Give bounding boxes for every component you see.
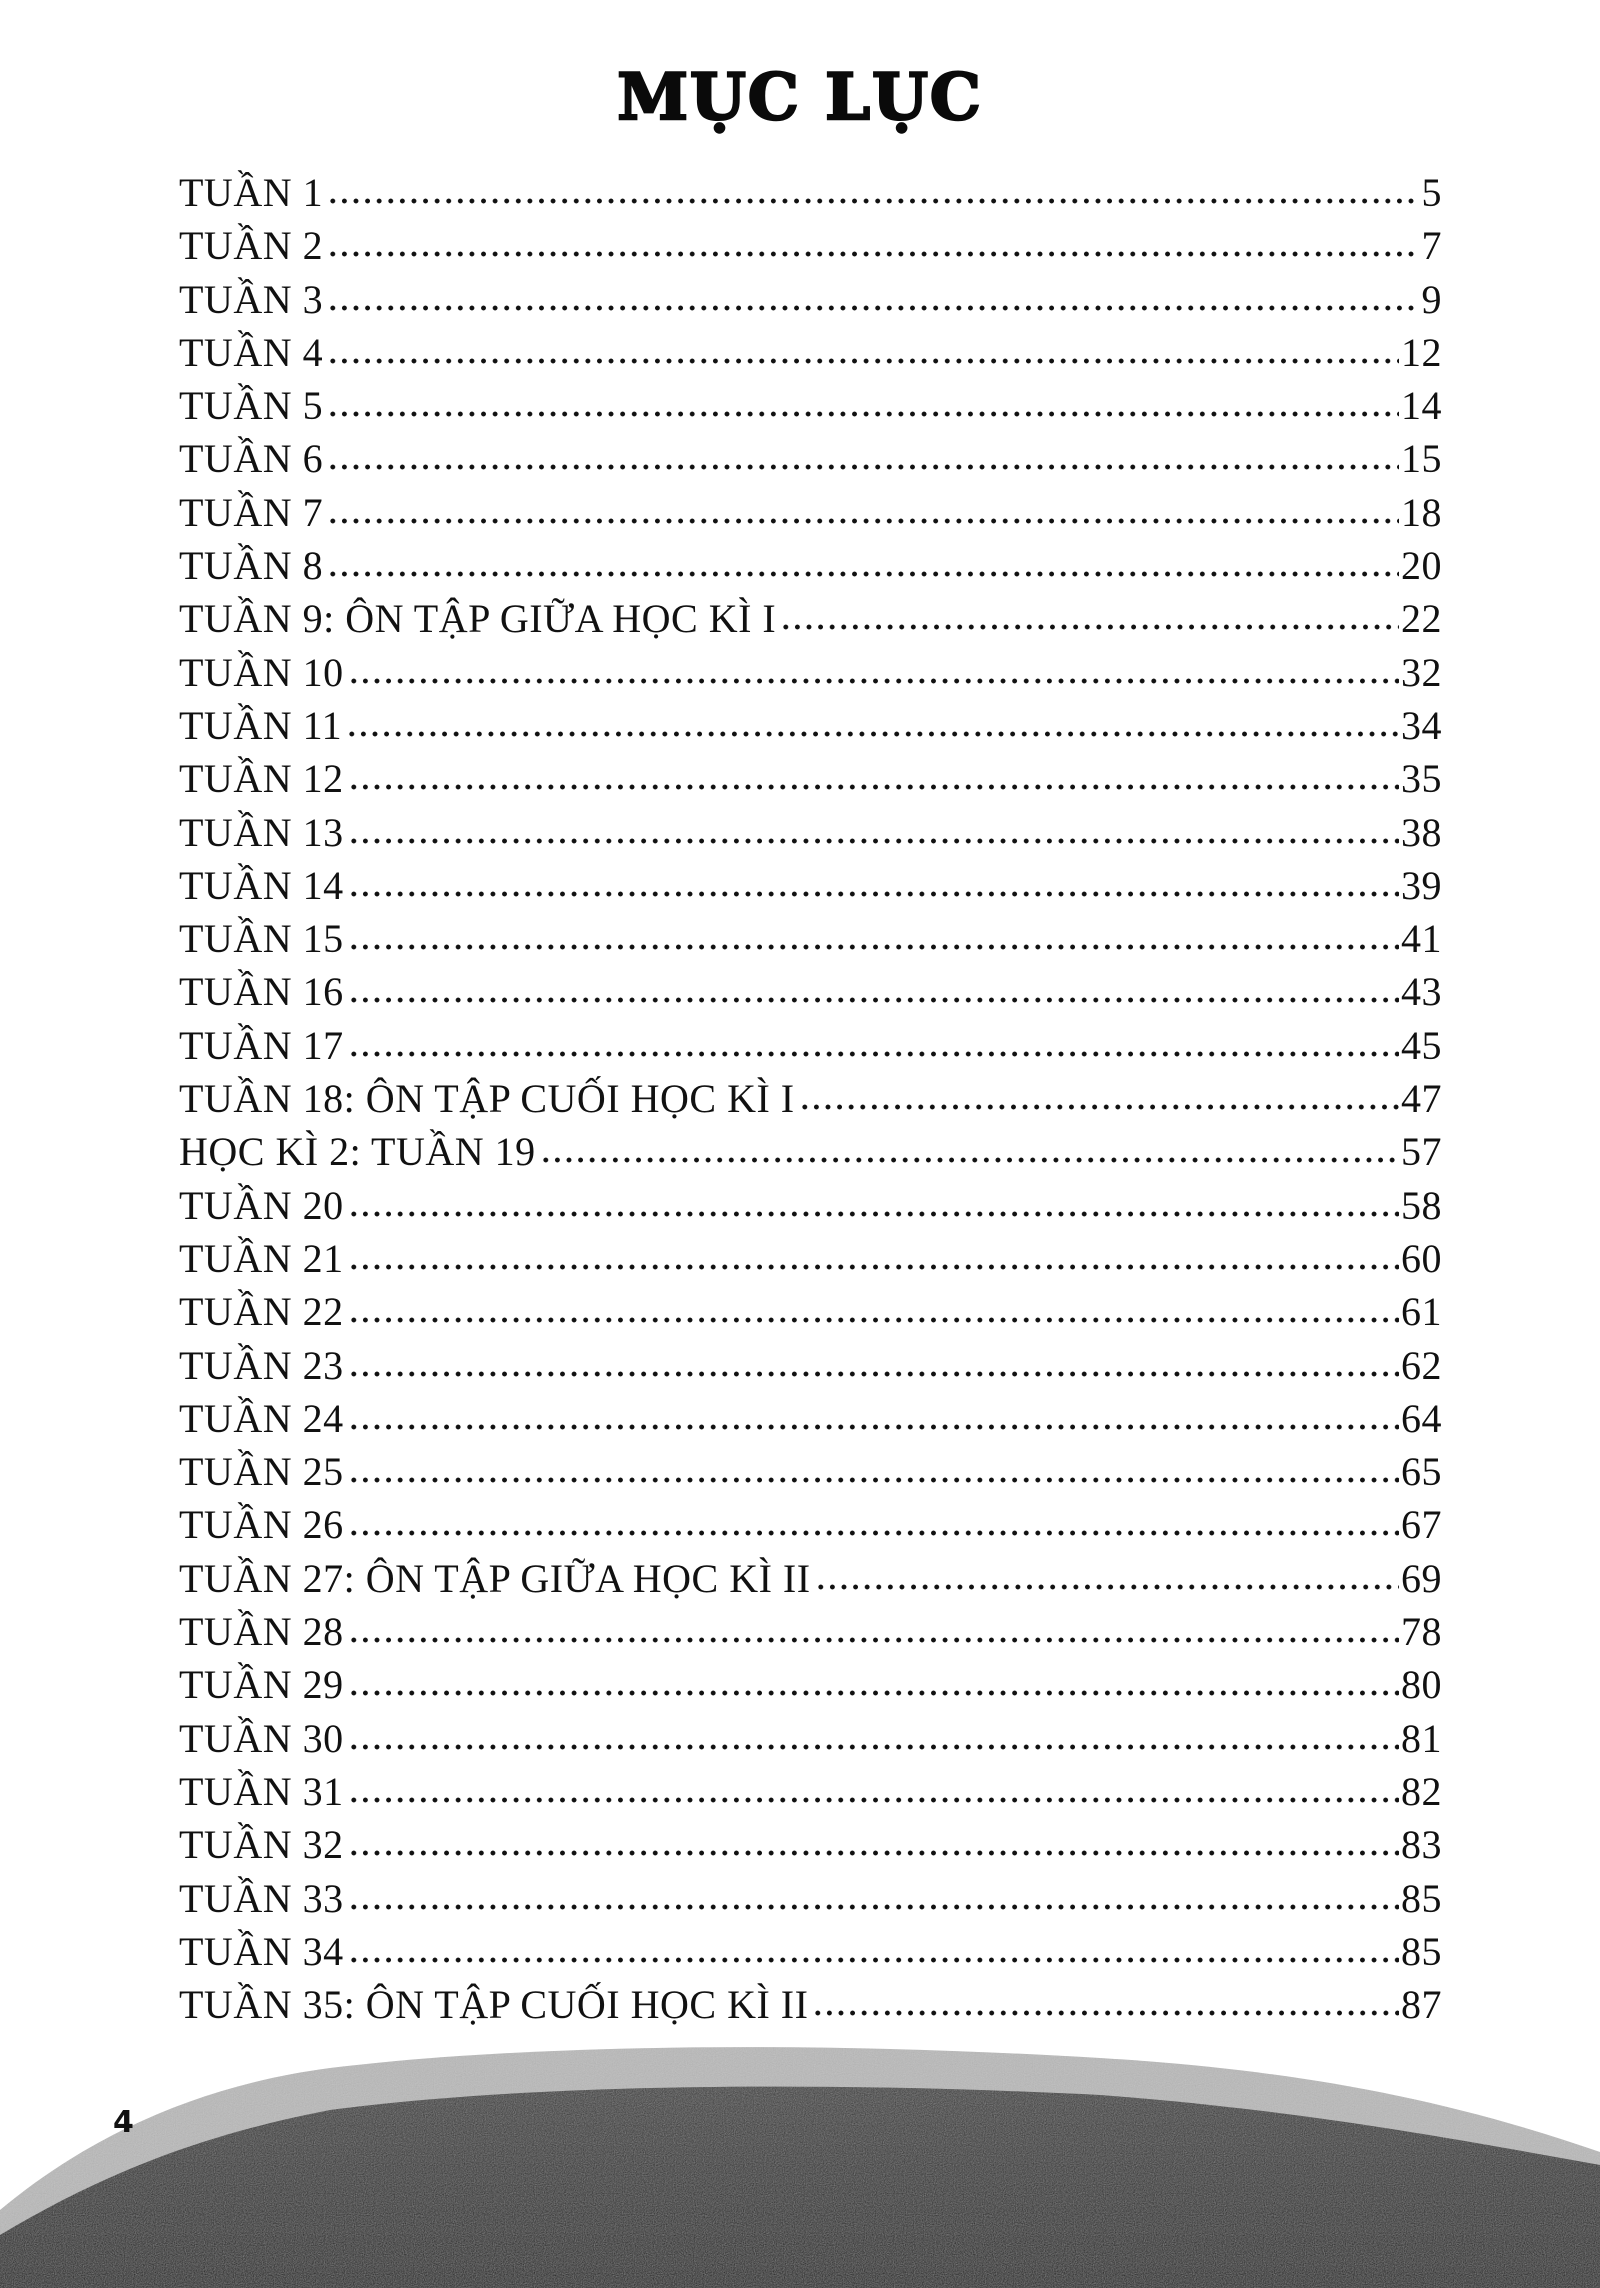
toc-entry[interactable] bbox=[179, 1072, 1442, 1125]
dot-leader bbox=[540, 1155, 1399, 1165]
toc-entry[interactable] bbox=[179, 806, 1442, 859]
toc-entry-page: 39 bbox=[1401, 862, 1442, 908]
toc-entry-label: TUẦN 5 bbox=[179, 383, 324, 429]
dot-leader bbox=[327, 196, 1419, 206]
toc-entry-page: 61 bbox=[1401, 1289, 1442, 1335]
toc-entry[interactable] bbox=[179, 1125, 1442, 1178]
toc-entry-label: TUẦN 35: ÔN TẬP CUỐI HỌC KÌ II bbox=[179, 1982, 809, 2028]
dot-leader bbox=[348, 1209, 1399, 1219]
toc-entry[interactable] bbox=[179, 1019, 1442, 1072]
toc-entry[interactable] bbox=[179, 859, 1442, 912]
dot-leader bbox=[348, 1262, 1399, 1272]
toc-entry-page: 47 bbox=[1401, 1076, 1442, 1122]
dot-leader bbox=[348, 1049, 1399, 1059]
toc-entry-page: 64 bbox=[1401, 1395, 1442, 1441]
toc-entry-label: TUẦN 9: ÔN TẬP GIỮA HỌC KÌ I bbox=[179, 596, 777, 642]
dot-leader bbox=[348, 1795, 1399, 1805]
dot-leader bbox=[348, 1369, 1399, 1379]
toc-entry-page: 5 bbox=[1421, 170, 1442, 215]
dot-leader bbox=[327, 462, 1399, 472]
toc-entry[interactable] bbox=[179, 1392, 1442, 1445]
toc-entry-label: TUẦN 22 bbox=[179, 1289, 344, 1335]
toc-entry[interactable] bbox=[179, 219, 1442, 272]
toc-entry[interactable] bbox=[179, 166, 1442, 219]
dot-leader bbox=[327, 516, 1399, 526]
toc-entry-label: TUẦN 2 bbox=[179, 223, 324, 269]
toc-entry-label: TUẦN 31 bbox=[179, 1768, 344, 1814]
toc-entry-label: TUẦN 17 bbox=[179, 1022, 344, 1068]
toc-entry[interactable] bbox=[179, 1445, 1442, 1498]
toc-entry-page: 32 bbox=[1401, 649, 1442, 695]
toc-entry-page: 58 bbox=[1401, 1182, 1442, 1228]
dot-leader bbox=[799, 1102, 1399, 1112]
toc-entry-label: TUẦN 28 bbox=[179, 1609, 344, 1655]
table-of-contents bbox=[179, 166, 1442, 2031]
dot-leader bbox=[327, 409, 1399, 419]
toc-entry[interactable] bbox=[179, 1712, 1442, 1765]
toc-entry-label: TUẦN 32 bbox=[179, 1822, 344, 1868]
toc-entry-label: TUẦN 14 bbox=[179, 862, 344, 908]
toc-entry-label: TUẦN 3 bbox=[179, 276, 324, 322]
toc-entry[interactable] bbox=[179, 1925, 1442, 1978]
toc-entry-label: TUẦN 7 bbox=[179, 489, 324, 535]
toc-entry-page: 85 bbox=[1401, 1928, 1442, 1974]
dot-leader bbox=[348, 889, 1399, 899]
toc-entry[interactable] bbox=[179, 699, 1442, 752]
toc-entry-label: HỌC KÌ 2: TUẦN 19 bbox=[179, 1129, 536, 1175]
toc-entry-label: TUẦN 11 bbox=[179, 702, 343, 748]
toc-entry-page: 18 bbox=[1401, 489, 1442, 535]
toc-entry-page: 14 bbox=[1401, 383, 1442, 429]
toc-entry-page: 78 bbox=[1401, 1609, 1442, 1655]
toc-entry[interactable] bbox=[179, 273, 1442, 326]
toc-entry-label: TUẦN 13 bbox=[179, 809, 344, 855]
toc-entry-page: 38 bbox=[1401, 809, 1442, 855]
toc-entry-label: TUẦN 20 bbox=[179, 1182, 344, 1228]
toc-entry[interactable] bbox=[179, 379, 1442, 432]
toc-entry-page: 35 bbox=[1401, 756, 1442, 802]
toc-entry[interactable] bbox=[179, 486, 1442, 539]
toc-entry-page: 82 bbox=[1401, 1768, 1442, 1814]
dot-leader bbox=[812, 2008, 1399, 2018]
toc-entry[interactable] bbox=[179, 965, 1442, 1018]
dot-leader bbox=[348, 676, 1399, 686]
dot-leader bbox=[348, 1955, 1399, 1965]
toc-entry[interactable] bbox=[179, 592, 1442, 645]
toc-entry-label: TUẦN 29 bbox=[179, 1662, 344, 1708]
dot-leader bbox=[327, 356, 1399, 366]
toc-entry-label: TUẦN 24 bbox=[179, 1395, 344, 1441]
dot-leader bbox=[327, 569, 1399, 579]
toc-entry-page: 45 bbox=[1401, 1022, 1442, 1068]
toc-entry-page: 41 bbox=[1401, 916, 1442, 962]
toc-entry-page: 15 bbox=[1401, 436, 1442, 482]
dot-leader bbox=[327, 249, 1419, 259]
toc-entry[interactable] bbox=[179, 1339, 1442, 1392]
toc-entry-label: TUẦN 30 bbox=[179, 1715, 344, 1761]
toc-entry-page: 22 bbox=[1401, 596, 1442, 642]
dot-leader bbox=[348, 1902, 1399, 1912]
toc-entry-label: TUẦN 21 bbox=[179, 1235, 344, 1281]
dot-leader bbox=[348, 1528, 1399, 1538]
dot-leader bbox=[348, 995, 1399, 1005]
dot-leader bbox=[348, 1315, 1399, 1325]
toc-entry-label: TUẦN 1 bbox=[179, 170, 324, 215]
toc-entry[interactable] bbox=[179, 1872, 1442, 1925]
page-number: 4 bbox=[113, 2105, 134, 2140]
toc-entry-page: 60 bbox=[1401, 1235, 1442, 1281]
toc-entry-label: TUẦN 34 bbox=[179, 1928, 344, 1974]
dot-leader bbox=[815, 1582, 1399, 1592]
toc-entry-page: 65 bbox=[1401, 1449, 1442, 1495]
toc-entry-page: 12 bbox=[1401, 329, 1442, 375]
toc-entry-label: TUẦN 4 bbox=[179, 329, 324, 375]
dot-leader bbox=[348, 1688, 1399, 1698]
dot-leader bbox=[348, 1635, 1399, 1645]
toc-entry-label: TUẦN 12 bbox=[179, 756, 344, 802]
dot-leader bbox=[348, 1848, 1399, 1858]
dot-leader bbox=[348, 782, 1399, 792]
dot-leader bbox=[348, 1475, 1399, 1485]
toc-entry-page: 87 bbox=[1401, 1982, 1442, 2028]
toc-entry[interactable] bbox=[179, 1179, 1442, 1232]
toc-entry-page: 62 bbox=[1401, 1342, 1442, 1388]
toc-entry-label: TUẦN 23 bbox=[179, 1342, 344, 1388]
toc-entry-page: 80 bbox=[1401, 1662, 1442, 1708]
toc-entry[interactable] bbox=[179, 1605, 1442, 1658]
page-title: MỤC LỤC bbox=[617, 60, 983, 135]
toc-entry[interactable] bbox=[179, 1765, 1442, 1818]
toc-entry-label: TUẦN 33 bbox=[179, 1875, 344, 1921]
dot-leader bbox=[348, 1742, 1399, 1752]
toc-entry[interactable] bbox=[179, 912, 1442, 965]
toc-entry-label: TUẦN 15 bbox=[179, 916, 344, 962]
dot-leader bbox=[780, 622, 1399, 632]
dot-leader bbox=[327, 303, 1419, 313]
toc-entry[interactable] bbox=[179, 1498, 1442, 1551]
toc-entry[interactable] bbox=[179, 646, 1442, 699]
toc-entry[interactable] bbox=[179, 1658, 1442, 1711]
toc-entry[interactable] bbox=[179, 1978, 1442, 2031]
toc-entry[interactable] bbox=[179, 326, 1442, 379]
toc-entry-page: 83 bbox=[1401, 1822, 1442, 1868]
toc-entry-page: 34 bbox=[1401, 702, 1442, 748]
toc-entry[interactable] bbox=[179, 1285, 1442, 1338]
dot-leader bbox=[348, 836, 1399, 846]
toc-entry-label: TUẦN 8 bbox=[179, 543, 324, 589]
toc-entry-page: 7 bbox=[1421, 223, 1442, 269]
toc-entry[interactable] bbox=[179, 1232, 1442, 1285]
footer-wave-decoration bbox=[0, 2040, 1600, 2288]
toc-entry-page: 85 bbox=[1401, 1875, 1442, 1921]
toc-entry-label: TUẦN 18: ÔN TẬP CUỐI HỌC KÌ I bbox=[179, 1076, 795, 1122]
toc-entry[interactable] bbox=[179, 1818, 1442, 1871]
dot-leader bbox=[346, 729, 1399, 739]
toc-entry-page: 43 bbox=[1401, 969, 1442, 1015]
toc-entry-label: TUẦN 26 bbox=[179, 1502, 344, 1548]
toc-entry-page: 67 bbox=[1401, 1502, 1442, 1548]
toc-entry-page: 20 bbox=[1401, 543, 1442, 589]
toc-entry-label: TUẦN 25 bbox=[179, 1449, 344, 1495]
toc-entry-label: TUẦN 27: ÔN TẬP GIỮA HỌC KÌ II bbox=[179, 1555, 811, 1601]
toc-entry[interactable] bbox=[179, 752, 1442, 805]
toc-entry-label: TUẦN 16 bbox=[179, 969, 344, 1015]
dot-leader bbox=[348, 942, 1399, 952]
toc-entry-page: 81 bbox=[1401, 1715, 1442, 1761]
toc-entry-page: 57 bbox=[1401, 1129, 1442, 1175]
toc-entry-page: 69 bbox=[1401, 1555, 1442, 1601]
toc-entry-page: 9 bbox=[1421, 276, 1442, 322]
toc-entry[interactable] bbox=[179, 1552, 1442, 1605]
toc-entry[interactable] bbox=[179, 539, 1442, 592]
dot-leader bbox=[348, 1422, 1399, 1432]
toc-entry-label: TUẦN 6 bbox=[179, 436, 324, 482]
toc-entry[interactable] bbox=[179, 432, 1442, 485]
toc-entry-label: TUẦN 10 bbox=[179, 649, 344, 695]
